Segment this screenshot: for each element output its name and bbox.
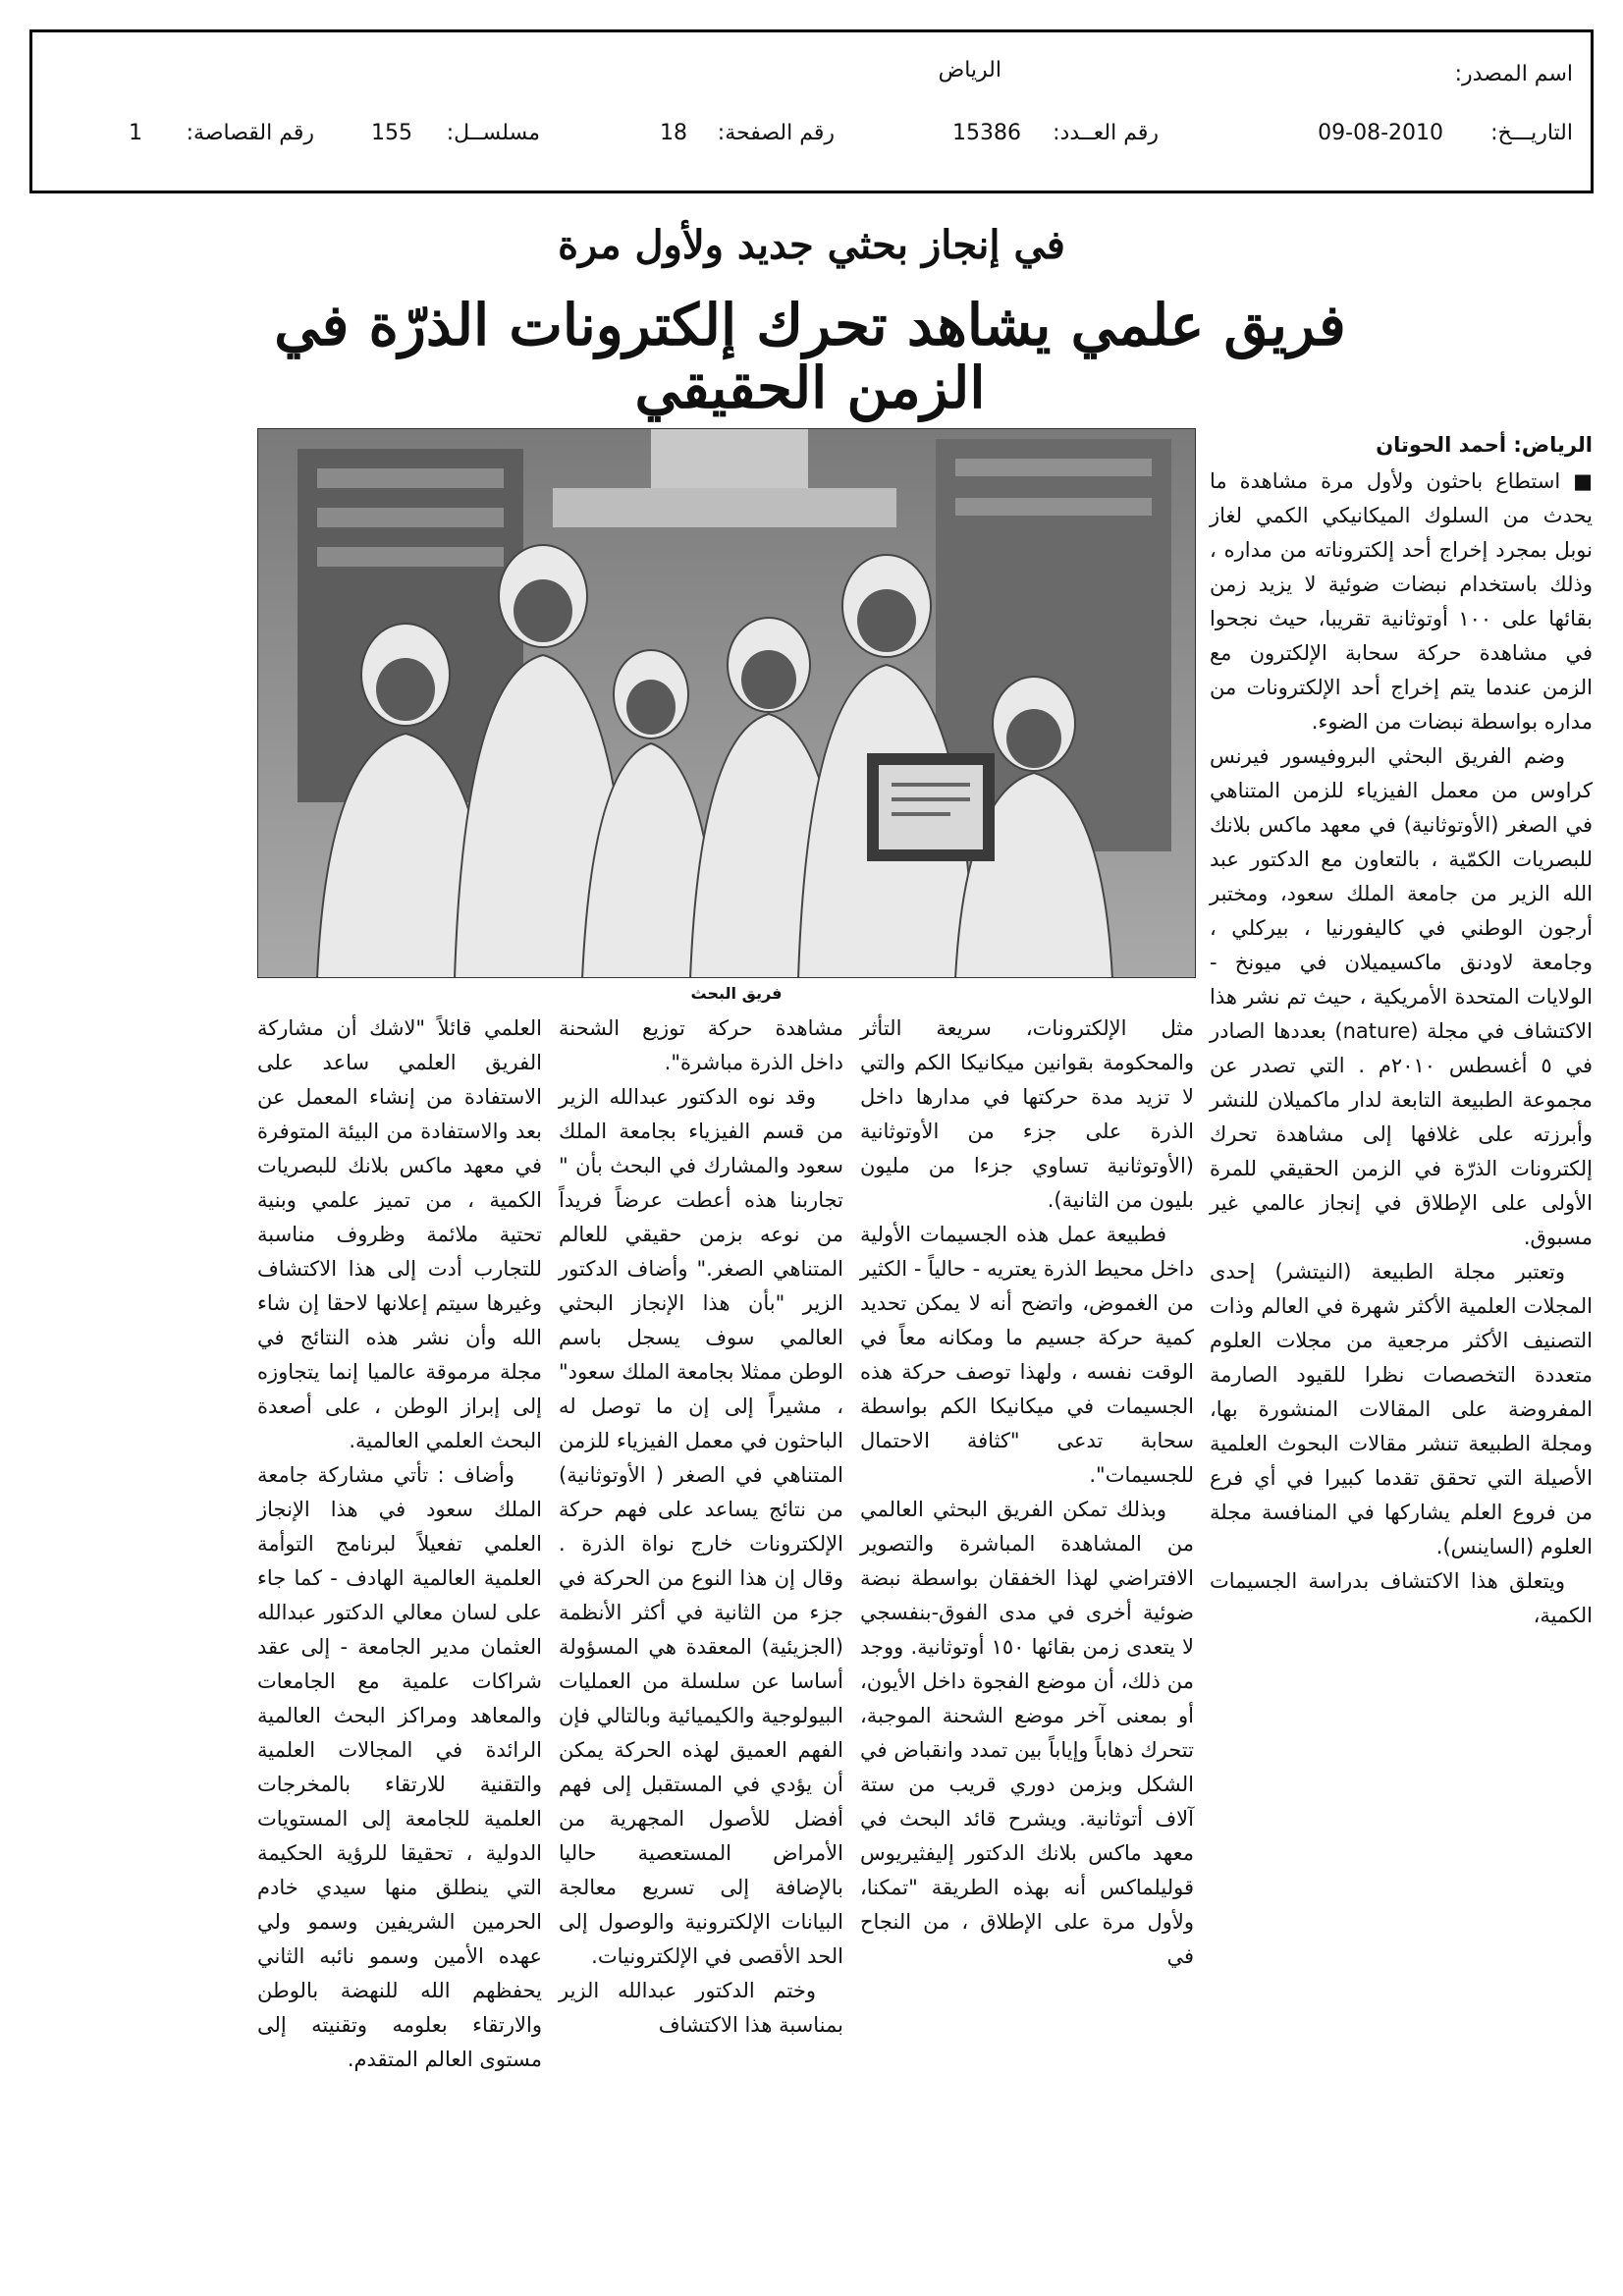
paragraph: مثل الإلكترونات، سريعة التأثر والمحكومة بقوانين ميكانيكا الكم والتي لا تزيد مدة حركتها في مدارها داخل الذرة على جزء من الأوتوثانية (الأوتوثانية تساوي جزءا من مليون بليون من الثانية). bbox=[860, 1016, 1194, 1212]
article-column-3 bbox=[559, 1011, 843, 2278]
serial-value: 155 bbox=[371, 121, 412, 145]
source-label: اسم المصدر: bbox=[1454, 62, 1573, 86]
clip-number-value: 1 bbox=[129, 121, 142, 145]
page-number-label: رقم الصفحة: bbox=[717, 121, 835, 145]
paragraph: مشاهدة حركة توزيع الشحنة داخل الذرة مباشرة". bbox=[559, 1016, 843, 1074]
byline: الرياض: أحمد الحوتان bbox=[1376, 433, 1593, 457]
team-photo bbox=[257, 428, 1196, 978]
paragraph: فطبيعة عمل هذه الجسيمات الأولية داخل محيط الذرة يعتريه - حالياً - الكثير من الغموض، واتضح أنه لا يمكن تحديد كمية حركة جسيم ما ومكانه معاً في الوقت نفسه ، ولهذا توصف حركة هذه الجسيمات في ميكانيكا الكم بواسطة سحابة تدعى "كثافة الاحتمال للجسيمات". bbox=[860, 1223, 1194, 1487]
issue-label: رقم العــدد: bbox=[1053, 121, 1159, 145]
paragraph: وأضاف : تأتي مشاركة جامعة الملك سعود في هذا الإنجاز العلمي تفعيلاً لبرنامج التوأمة العلمية العالمية الهادف - كما جاء على لسان معالي الدكتور عبدالله العثمان مدير الجامعة - إلى عقد شراكات علمية مع الجامعات والمعاهد ومراكز البحث العالمية الرائدة في المجالات العلمية والتقنية للارتقاء بالمخرجات العلمية للجامعة إلى المستويات الدولية ، تحقيقا للرؤية الحكيمة التي ينطلق منها سيدي خادم الحرمين الشريفين وسمو ولي عهده الأمين وسمو نائبه الثاني يحفظهم الله للنهضة بالوطن والارتقاء بعلومه وتقنيته إلى مستوى العالم المتقدم. bbox=[257, 1463, 542, 2071]
article-column-2 bbox=[860, 1011, 1194, 2278]
article-kicker: في إنجاز بحثي جديد ولأول مرة bbox=[558, 222, 1065, 268]
paragraph: العلمي قائلاً "لاشك أن مشاركة الفريق العلمي ساعد على الاستفادة من إنشاء المعمل عن بعد والاستفادة من البيئة المتوفرة في معهد ماكس بلانك للبصريات الكمية ، من تميز علمي وبنية تحتية ملائمة وظروف مناسبة للتجارب أدت إلى هذا الاكتشاف وغيرها سيتم إعلانها لاحقا إن شاء الله وأن نشر هذه النتائج في مجلة مرموقة عالميا إنما يتجاوزه إلى إبراز الوطن ، على أصعدة البحث العلمي العالمية. bbox=[257, 1016, 542, 1452]
date-label: التاريـــخ: bbox=[1490, 121, 1573, 145]
page-number-value: 18 bbox=[660, 121, 687, 145]
paragraph: ويتعلق هذا الاكتشاف بدراسة الجسيمات الكمية، bbox=[1210, 1569, 1593, 1627]
paragraph: وتعتبر مجلة الطبيعة (النيتشر) إحدى المجلات العلمية الأكثر شهرة في العالم وذات التصنيف الأكثر مرجعية من مجلات العلوم متعددة التخصصات نظرا للقيود الصارمة المفروضة على المقالات المنشورة بها، ومجلة الطبيعة تنشر مقالات البحوث العلمية الأصيلة التي تحقق تقدما كبيرا في أي فرع من فروع العلم يشاركها في المنافسة مجلة العلوم (الساينس). bbox=[1210, 1260, 1593, 1558]
serial-label: مسلســل: bbox=[446, 121, 540, 145]
issue-value: 15386 bbox=[952, 121, 1021, 145]
date-value: 09-08-2010 bbox=[1318, 121, 1443, 145]
article-column-4 bbox=[257, 1011, 542, 2278]
clipping-metadata-box bbox=[29, 29, 1594, 193]
paragraph: وقد نوه الدكتور عبدالله الزير من قسم الفيزياء بجامعة الملك سعود والمشارك في البحث بأن " تجاربنا هذه أعطت عرضاً فريداً من نوعه بزمن حقيقي للعالم المتناهي الصغر." وأضاف الدكتور الزير "بأن هذا الإنجاز البحثي العالمي سوف يسجل باسم الوطن ممثلا بجامعة الملك سعود" ، مشيراً إلى إن ما توصل له الباحثون في معمل الفيزياء للزمن المتناهي في الصغر ( الأوتوثانية) من نتائج يساعد على فهم حركة الإلكترونات خارج نواة الذرة . وقال إن هذا النوع من الحركة في جزء من الثانية في أكثر الأنظمة (الجزيئية) المعقدة هي المسؤولة أساسا عن سلسلة من العمليات البيولوجية والكيميائية وبالتالي فإن الفهم العميق لهذه الحركة يمكن أن يؤدي في المستقبل إلى فهم أفضل للأصول المجهرية من الأمراض المستعصية حاليا بالإضافة إلى تسريع معالجة البيانات الإلكترونية والوصول إلى الحد الأقصى في الإلكترونيات. bbox=[559, 1085, 843, 1968]
article-headline: فريق علمي يشاهد تحرك إلكترونات الذرّة في الزمن الحقيقي bbox=[274, 292, 1346, 421]
source-value: الرياض bbox=[938, 58, 1001, 82]
paragraph: ■ استطاع باحثون ولأول مرة مشاهدة ما يحدث من السلوك الميكانيكي الكمي لغاز نوبل بمجرد إخراج أحد إلكتروناته من مداره ، وذلك باستخدام نبضات ضوئية لا يزيد زمن بقائها على ١٠٠ أوتوثانية تقريبا، حيث نجحوا في مشاهدة حركة سحابة الإلكترون مع الزمن عندما يتم إخراج أحد الإلكترونات من مداره بواسطة نبضات من الضوء. bbox=[1210, 469, 1593, 734]
article-column-1 bbox=[1210, 428, 1593, 2274]
clip-number-label: رقم القصاصة: bbox=[186, 121, 314, 145]
paragraph: وضم الفريق البحثي البروفيسور فيرنس كراوس من معمل الفيزياء للزمن المتناهي في الصغر (الأوتوثانية) في معهد ماكس بلانك للبصريات الكمّية ، بالتعاون مع الدكتور عبد الله الزير من جامعة الملك سعود، ومختبر أرجون الوطني في كاليفورنيا ، بيركلي ، وجامعة لاودنق ماكسيميلان في ميونخ - الولايات المتحدة الأمريكية ، حيث تم نشر هذا الاكتشاف في مجلة (nature) بعددها الصادر في ٥ أغسطس ٢٠١٠م . التي تصدر عن مجموعة الطبيعة التابعة لدار ماكميلان للنشر وأبرزته على غلافها إلى مشاهدة تحرك إلكترونات الذرّة في الزمن الحقيقي للمرة الأولى على الإطلاق في إنجاز عالمي غير مسبوق. bbox=[1210, 744, 1594, 1249]
photo-caption: فريق البحث bbox=[690, 984, 783, 1003]
paragraph: وختم الدكتور عبدالله الزير بمناسبة هذا الاكتشاف bbox=[559, 1979, 843, 2037]
paragraph: وبذلك تمكن الفريق البحثي العالمي من المشاهدة المباشرة والتصوير الافتراضي لهذا الخفقان بواسطة نبضة ضوئية أخرى في مدى الفوق-بنفسجي لا يتعدى زمن بقائها ١٥٠ أوتوثانية. ووجد من ذلك، أن موضع الفجوة داخل الأيون، أو بمعنى آخر موضع الشحنة الموجبة، تتحرك ذهاباً وإياباً بين تمدد وانقباض في الشكل وبزمن دوري قريب من ستة آلاف أتوثانية. ويشرح قائد البحث في معهد ماكس بلانك الدكتور إليفثيريوس قوليلماكس أنه بهذه الطريقة "تمكنا، ولأول مرة على الإطلاق ، من النجاح في bbox=[860, 1498, 1194, 1968]
